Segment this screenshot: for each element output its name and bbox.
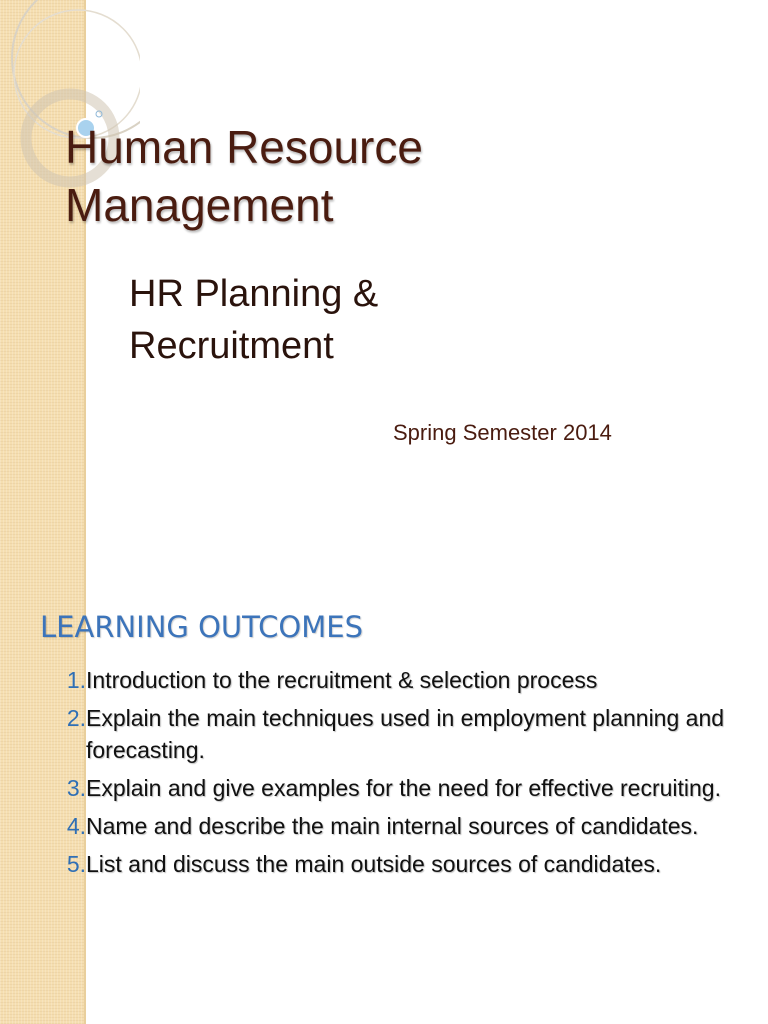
list-item <box>34 810 734 842</box>
list-item-number: 1. <box>66 667 86 693</box>
list-item-number: 3. <box>66 775 86 801</box>
list-item-text: List and discuss the main outside sources of candidates. <box>86 851 662 877</box>
list-item-text: Name and describe the main internal sources of candidates. <box>86 813 699 839</box>
learning-outcomes-heading: LEARNING OUTCOMES <box>40 610 363 644</box>
list-item <box>34 848 734 880</box>
list-item-text: Explain and give examples for the need for effective recruiting. <box>86 775 721 801</box>
list-item-number: 5. <box>66 851 86 877</box>
list-item <box>34 664 734 696</box>
slide-title-line-1: Human Resource <box>65 121 423 173</box>
slide-title <box>65 118 423 234</box>
list-item-number: 2. <box>66 705 86 731</box>
list-item-text: Explain the main techniques used in employment planning and forecasting. <box>86 705 725 763</box>
slide-subtitle <box>129 268 378 372</box>
subtitle-line-1: HR Planning & <box>129 273 379 315</box>
list-item <box>34 772 734 804</box>
subtitle-line-2: Recruitment <box>129 325 334 367</box>
learning-outcomes-list <box>34 664 734 886</box>
slide-title-line-2: Management <box>65 179 334 231</box>
semester-label: Spring Semester 2014 <box>393 420 612 445</box>
list-item <box>34 702 734 766</box>
list-item-text: Introduction to the recruitment & selection process <box>86 667 598 693</box>
list-item-number: 4. <box>66 813 86 839</box>
